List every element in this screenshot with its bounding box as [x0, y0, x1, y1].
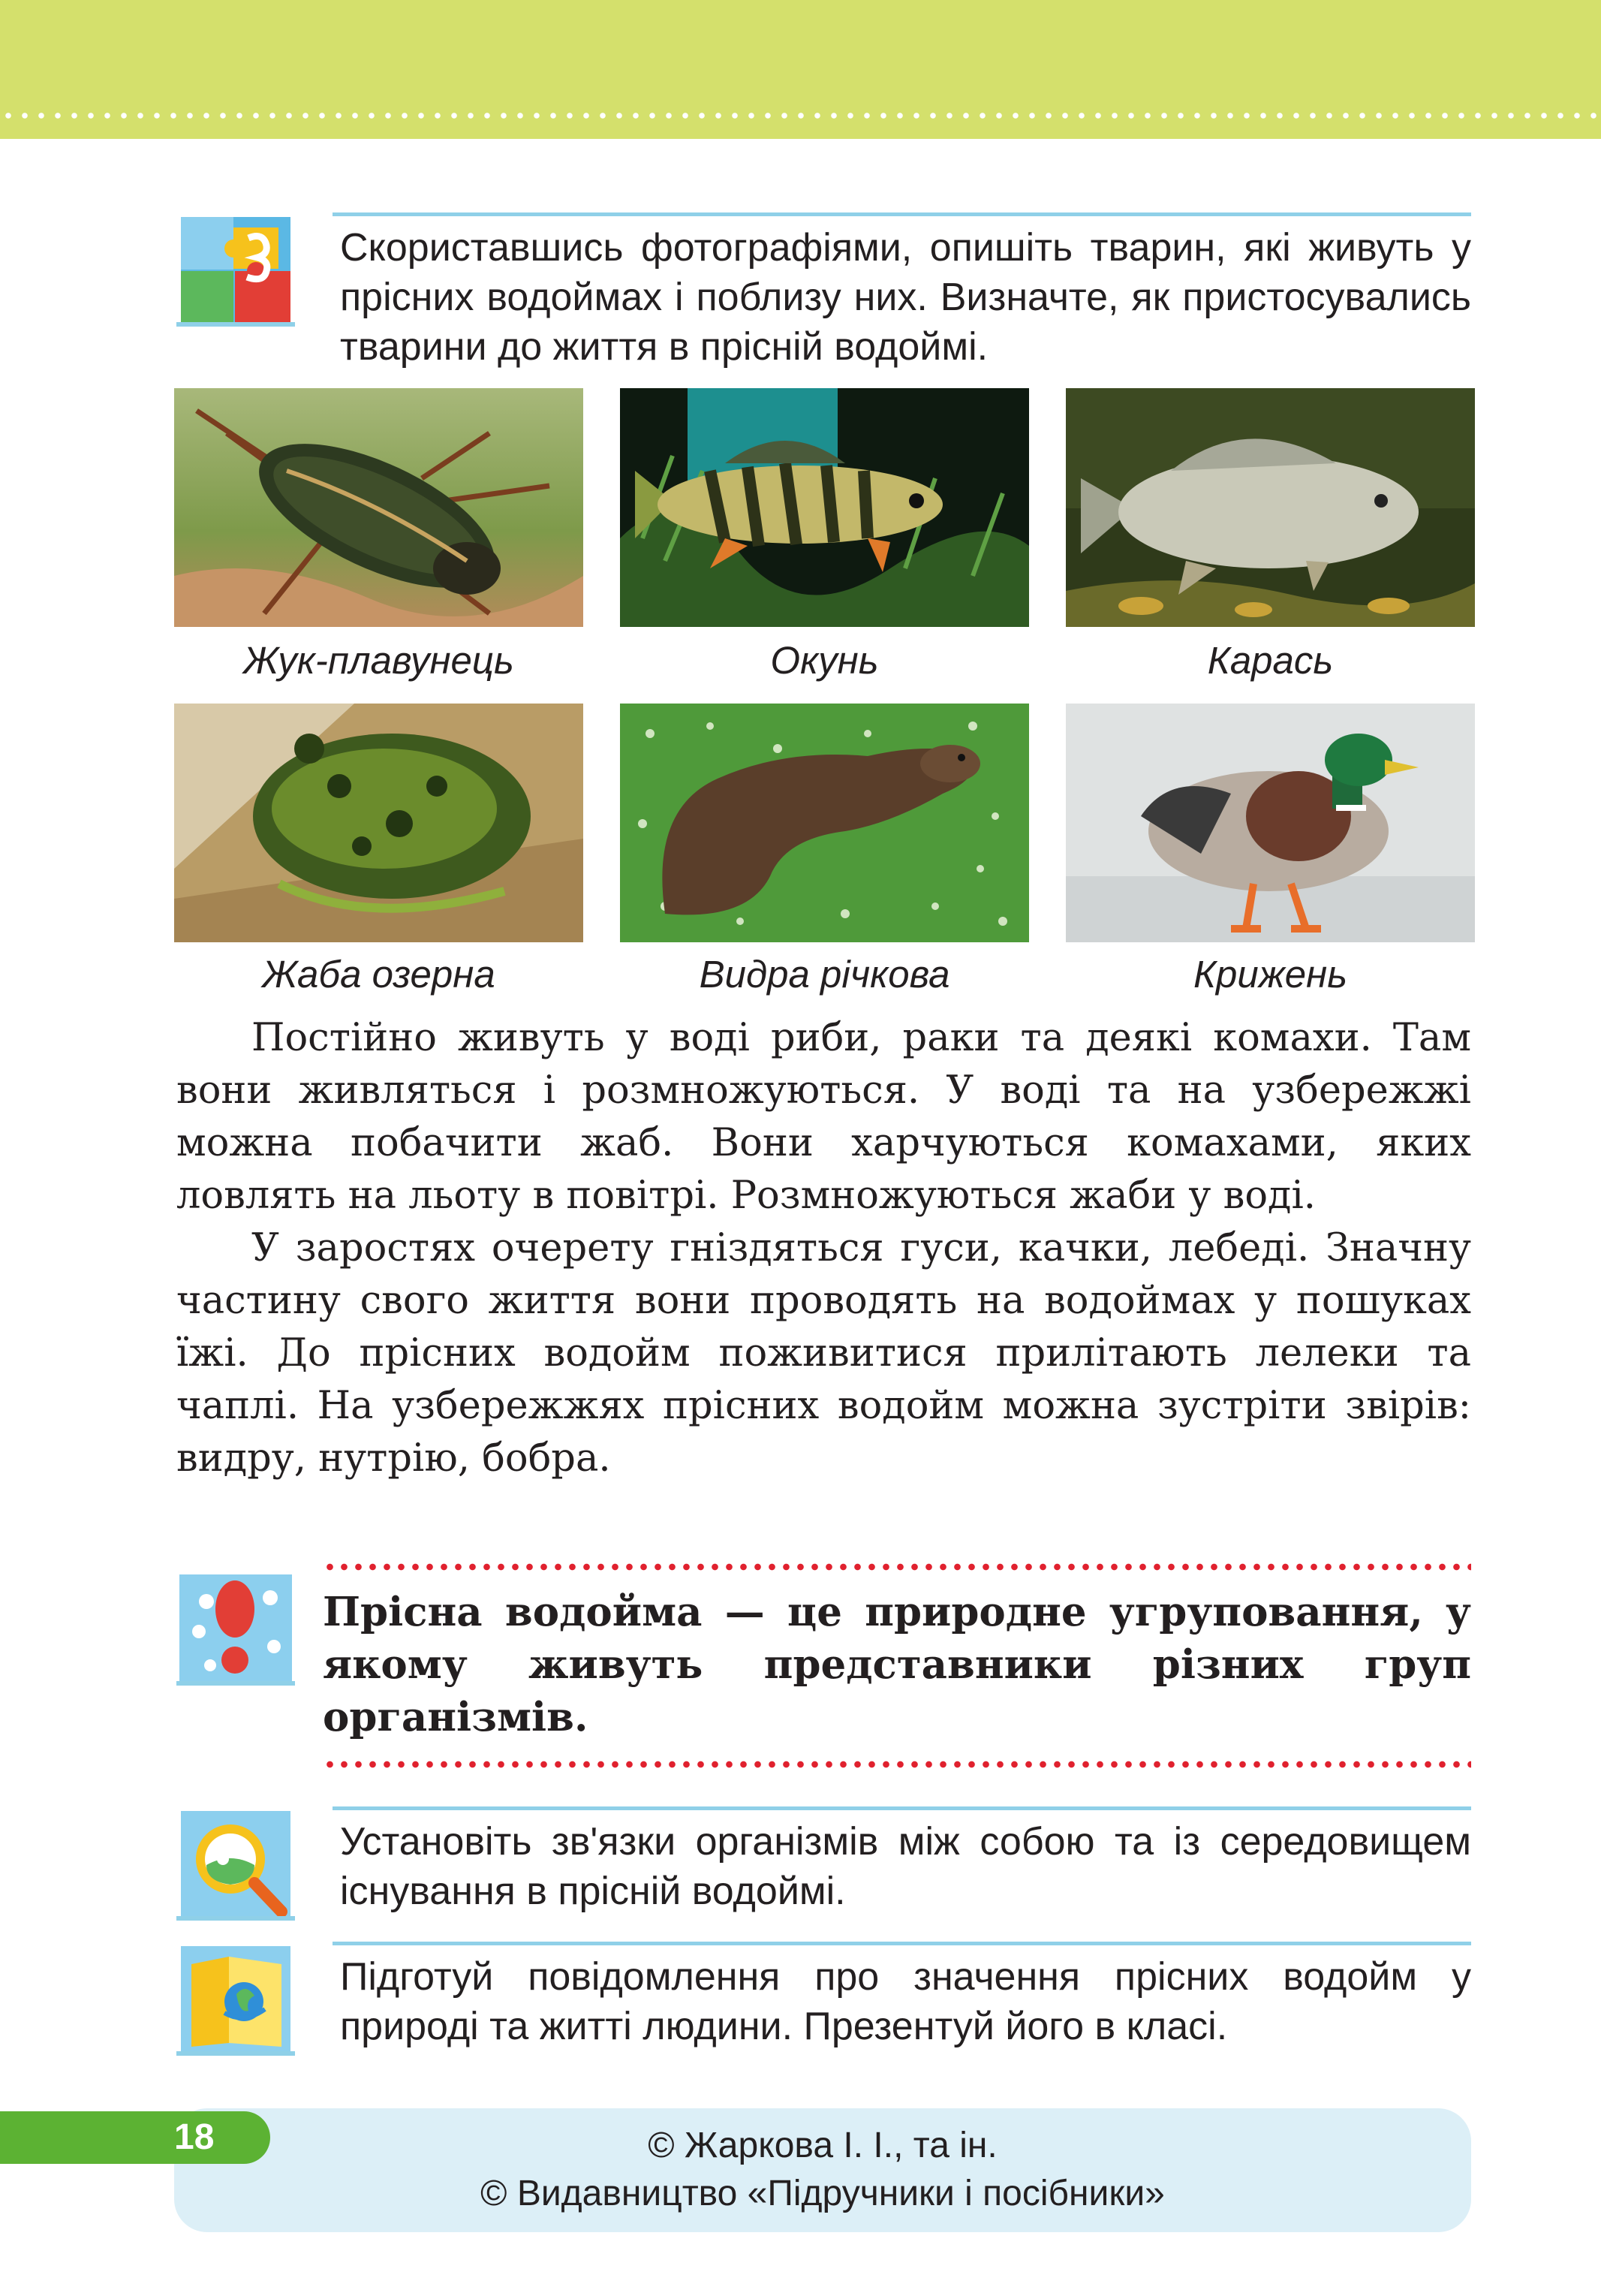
body-paragraph: Постійно живуть у воді риби, раки та деякі комахи. Там вони живляться і розмножуються. У воді та на узбережжі можна побачити жаб. Вони харчуються комахами, яких ловлять на льоту в повітрі. Розмножуються жаби у воді. [176, 1016, 1471, 1218]
photo-caption: Жаба озерна [262, 953, 495, 996]
magnifier-icon [176, 1806, 295, 1921]
photo-caption: Крижень [1193, 953, 1348, 996]
task-text: Підготуй повідомлення про значення прісних водойм у природі та житті людини. Презентуй його в класі. [340, 1955, 1471, 2048]
river-otter-photo [620, 704, 1029, 942]
task-connections [176, 1806, 1471, 1927]
book-icon [176, 1942, 295, 2056]
page-number: 18 [174, 2117, 215, 2157]
task-text: Скориставшись фотографіями, опишіть тварин, які живуть у прісних водоймах і поблизу них. Визначте, як пристосувались тварини до життя в прісній водоймі. [340, 226, 1471, 369]
top-dotted-line [0, 113, 1601, 119]
task-photos [176, 212, 1471, 378]
diving-beetle-photo [174, 388, 583, 627]
photo-caption: Окунь [770, 639, 879, 682]
photo-caption: Карась [1207, 639, 1334, 682]
copyright-authors: © Жаркова І. І., та ін. [648, 2126, 998, 2165]
body-text [176, 1012, 1471, 1485]
puzzle-icon [176, 212, 295, 327]
marsh-frog-photo [174, 704, 583, 942]
perch-photo [620, 388, 1029, 627]
task-text: Установіть зв'язки організмів між собою та із середовищем існування в прісній водоймі. [340, 1820, 1471, 1913]
definition-text: Прісна водойма — це природне угруповання, у якому живуть представники різних груп організмів. [323, 1589, 1471, 1740]
body-paragraph: У заростях очерету гніздяться гуси, качки, лебеді. Значну частину свого життя вони проводять на водоймах у пошуках їжі. До прісних водойм поживитися прилітають лелеки та чаплі. На узбережжях прісних водойм можна зустріти звірів: видру, нутрію, бобра. [176, 1226, 1471, 1481]
task-rule [333, 212, 1471, 216]
photo-caption: Видра річкова [699, 953, 950, 996]
crucian-carp-photo [1066, 388, 1475, 627]
copyright-publisher: © Видавництво «Підручники і посібники» [480, 2174, 1165, 2213]
definition-bottom-dots [323, 1761, 1471, 1768]
task-rule [333, 1942, 1471, 1945]
exclamation-icon [176, 1571, 295, 1686]
definition-top-dots [323, 1563, 1471, 1571]
photo-caption: Жук-плавунець [243, 639, 514, 682]
mallard-photo [1066, 704, 1475, 942]
task-report [176, 1942, 1471, 2062]
task-rule [333, 1806, 1471, 1810]
